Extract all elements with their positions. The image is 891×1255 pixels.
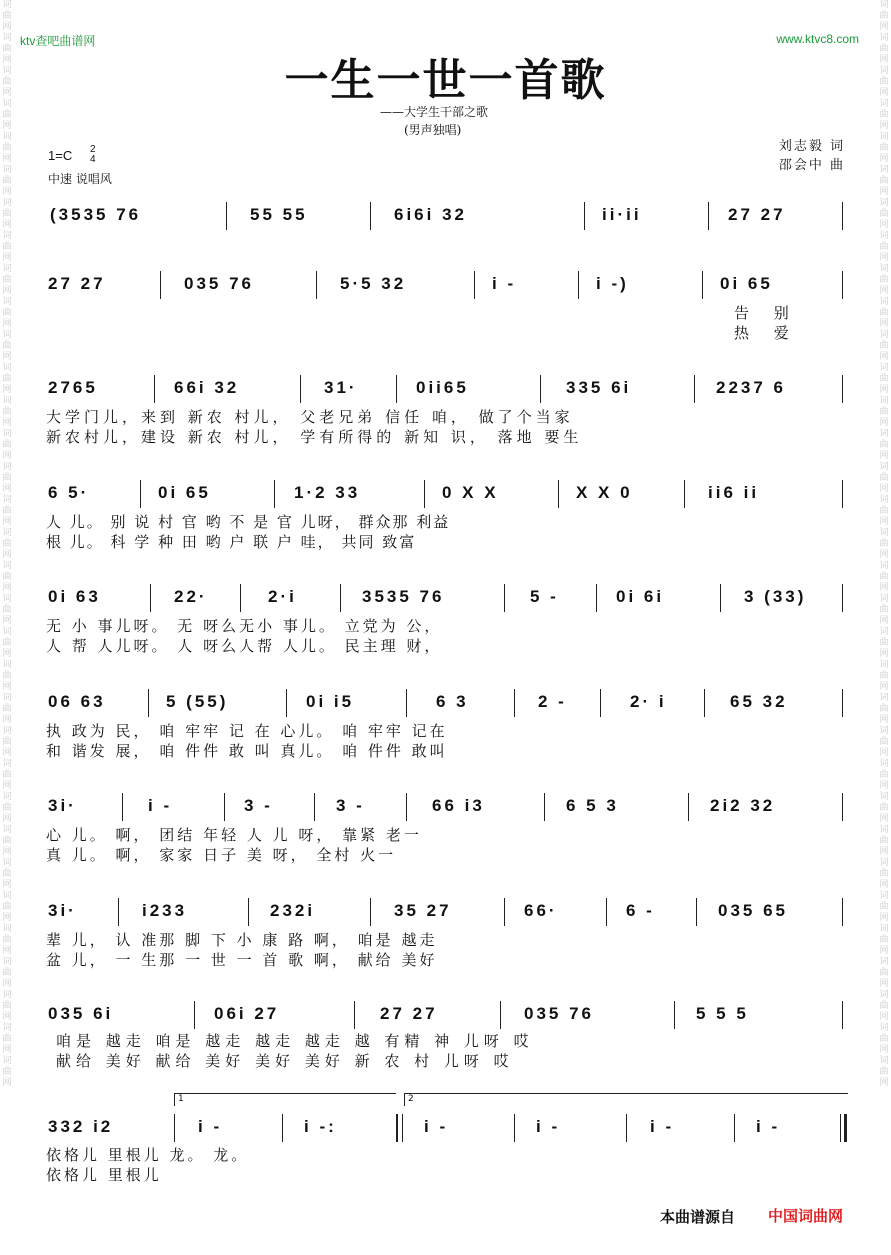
barline bbox=[842, 271, 843, 299]
score-row-2 bbox=[44, 267, 844, 301]
volta-1: 1 bbox=[174, 1093, 396, 1106]
measure: 27 27 bbox=[728, 205, 786, 224]
barline bbox=[600, 689, 601, 717]
repeat-barline bbox=[396, 1114, 398, 1142]
measure: i - bbox=[148, 796, 173, 815]
song-title: 一生一世一首歌 bbox=[284, 55, 607, 106]
measure: 232i bbox=[270, 901, 316, 920]
barline bbox=[316, 271, 317, 299]
measure: i -: bbox=[304, 1117, 337, 1136]
measure: 2 - bbox=[538, 692, 567, 711]
measure: 27 27 bbox=[380, 1004, 438, 1023]
time-top: 2 bbox=[90, 144, 96, 155]
barline bbox=[514, 689, 515, 717]
measure: i -) bbox=[596, 274, 629, 293]
barline bbox=[584, 202, 585, 230]
measure: 65 32 bbox=[730, 692, 788, 711]
barline bbox=[194, 1001, 195, 1029]
measure: 335 6i bbox=[566, 378, 632, 397]
barline bbox=[424, 480, 425, 508]
barline bbox=[558, 480, 559, 508]
barline bbox=[696, 898, 697, 926]
lyric-line: 心 儿。 啊， 团结 年轻 人 儿 呀， 靠紧 老一 bbox=[46, 826, 422, 844]
barline bbox=[694, 375, 695, 403]
volta-2: 2 bbox=[404, 1093, 848, 1106]
barline bbox=[688, 793, 689, 821]
key-signature: 1=C bbox=[48, 148, 73, 163]
measure: 2· i bbox=[630, 692, 667, 711]
barline bbox=[514, 1114, 515, 1142]
measure: 6 3 bbox=[436, 692, 469, 711]
measure: 55 55 bbox=[250, 205, 308, 224]
score-row-10 bbox=[44, 1110, 844, 1144]
measure: 035 76 bbox=[184, 274, 254, 293]
measure: 035 6i bbox=[48, 1004, 114, 1023]
lyric-line: 真 儿。 啊， 家家 日子 美 呀， 全村 火一 bbox=[46, 846, 397, 864]
score-row-9 bbox=[44, 997, 844, 1031]
barline bbox=[286, 689, 287, 717]
time-signature bbox=[90, 145, 96, 165]
time-bottom: 4 bbox=[90, 154, 96, 165]
score-row-4 bbox=[44, 476, 844, 510]
measure: 6 - bbox=[626, 901, 655, 920]
lyric-line: 和 谐发 展， 咱 件件 敢 叫 真儿。 咱 件件 敢叫 bbox=[46, 742, 448, 760]
lyric-line: 咱是 越走 咱是 越走 越走 越走 越 有精 神 儿呀 哎 bbox=[56, 1032, 534, 1050]
barline bbox=[150, 584, 151, 612]
barline bbox=[626, 1114, 627, 1142]
measure: 66i 32 bbox=[174, 378, 240, 397]
score-row-8 bbox=[44, 894, 844, 928]
barline bbox=[578, 271, 579, 299]
barline bbox=[148, 689, 149, 717]
barline bbox=[370, 202, 371, 230]
barline bbox=[842, 898, 843, 926]
measure: 6i6i 32 bbox=[394, 205, 467, 224]
site-url-right: www.ktvc8.com bbox=[776, 32, 859, 46]
measure: 0i 63 bbox=[48, 587, 101, 606]
barline bbox=[842, 375, 843, 403]
barline bbox=[174, 1114, 175, 1142]
barline bbox=[122, 793, 123, 821]
measure: 0ii65 bbox=[416, 378, 469, 397]
measure: 1·2 33 bbox=[294, 483, 361, 502]
measure: 35 27 bbox=[394, 901, 452, 920]
barline bbox=[396, 375, 397, 403]
measure: 0 X X bbox=[442, 483, 499, 502]
barline bbox=[842, 584, 843, 612]
score-row-5 bbox=[44, 580, 844, 614]
measure: 332 i2 bbox=[48, 1117, 114, 1136]
final-barline bbox=[840, 1114, 841, 1142]
repeat-barline bbox=[402, 1114, 403, 1142]
song-subtitle: ——大学生干部之歌 bbox=[380, 105, 489, 119]
barline bbox=[274, 480, 275, 508]
barline bbox=[504, 584, 505, 612]
measure: 0i i5 bbox=[306, 692, 355, 711]
barline bbox=[474, 271, 475, 299]
barline bbox=[540, 375, 541, 403]
barline bbox=[406, 793, 407, 821]
barline bbox=[674, 1001, 675, 1029]
barline bbox=[842, 689, 843, 717]
measure: 66· bbox=[524, 901, 558, 920]
measure: 5 - bbox=[530, 587, 559, 606]
tempo-marking: 中速 说唱风 bbox=[48, 172, 112, 186]
measure: i - bbox=[650, 1117, 675, 1136]
measure: 0i 65 bbox=[720, 274, 773, 293]
lyric-line: 无 小 事儿呀。 无 呀么无小 事儿。 立党为 公， bbox=[46, 617, 443, 635]
barline bbox=[160, 271, 161, 299]
measure: 5·5 32 bbox=[340, 274, 407, 293]
barline bbox=[370, 898, 371, 926]
barline bbox=[154, 375, 155, 403]
measure: 2i2 32 bbox=[710, 796, 776, 815]
barline bbox=[248, 898, 249, 926]
measure: i233 bbox=[142, 901, 188, 920]
barline bbox=[720, 584, 721, 612]
barline bbox=[282, 1114, 283, 1142]
measure: i - bbox=[536, 1117, 561, 1136]
source-label: 本曲谱源自 bbox=[660, 1208, 736, 1226]
barline bbox=[314, 793, 315, 821]
barline bbox=[240, 584, 241, 612]
measure: i - bbox=[492, 274, 517, 293]
barline bbox=[406, 689, 407, 717]
barline bbox=[842, 480, 843, 508]
score-row-6 bbox=[44, 685, 844, 719]
final-barline bbox=[844, 1114, 847, 1142]
lyric-line: 根 儿。 科 学 种 田 哟 户 联 户 哇， 共同 致富 bbox=[46, 533, 417, 551]
measure: 06i 27 bbox=[214, 1004, 280, 1023]
voice-type: (男声独唱) bbox=[404, 123, 462, 137]
measure: 3535 76 bbox=[362, 587, 445, 606]
measure: 3 (33) bbox=[744, 587, 807, 606]
barline bbox=[842, 793, 843, 821]
lyric-line: 盆 儿， 一 生那 一 世 一 首 歌 啊， 献给 美好 bbox=[46, 951, 438, 969]
measure: 06 63 bbox=[48, 692, 106, 711]
measure: 0i 65 bbox=[158, 483, 211, 502]
measure: ii·ii bbox=[602, 205, 642, 224]
composer-credit: 邵会中 曲 bbox=[778, 158, 845, 173]
source-site-link[interactable]: 中国词曲网 bbox=[768, 1207, 844, 1225]
lyric-line: 热 爱 bbox=[734, 324, 799, 342]
barline bbox=[606, 898, 607, 926]
measure: 3i· bbox=[48, 796, 77, 815]
barline bbox=[704, 689, 705, 717]
lyric-line: 依格儿 里根儿 bbox=[46, 1166, 162, 1184]
measure: i - bbox=[756, 1117, 781, 1136]
barline bbox=[734, 1114, 735, 1142]
barline bbox=[140, 480, 141, 508]
lyric-line: 依格儿 里根儿 龙。 龙。 bbox=[46, 1146, 250, 1164]
measure: 035 65 bbox=[718, 901, 788, 920]
measure: 3 - bbox=[336, 796, 365, 815]
barline bbox=[596, 584, 597, 612]
measure: 2·i bbox=[268, 587, 297, 606]
measure: 6 5 3 bbox=[566, 796, 619, 815]
lyric-line: 大学门儿，来到 新农 村儿， 父老兄弟 信任 咱， 做了个当家 bbox=[46, 408, 574, 426]
measure: 31· bbox=[324, 378, 358, 397]
measure: 2237 6 bbox=[716, 378, 786, 397]
measure: 2765 bbox=[48, 378, 98, 397]
measure: i - bbox=[198, 1117, 223, 1136]
measure: 22· bbox=[174, 587, 208, 606]
lyric-line: 告 别 bbox=[734, 304, 799, 322]
score-row-1 bbox=[44, 198, 844, 232]
measure: 27 27 bbox=[48, 274, 106, 293]
barline bbox=[224, 793, 225, 821]
barline bbox=[226, 202, 227, 230]
site-label-left: ktv查吧曲谱网 bbox=[20, 34, 96, 48]
barline bbox=[708, 202, 709, 230]
barline bbox=[684, 480, 685, 508]
watermark-strip-left: 词曲网词曲网词曲网词曲网词曲网词曲网词曲网词曲网词曲网词曲网词曲网词曲网词曲网词曲网词曲网词曲网词曲网词曲网词曲网词曲网词曲网词曲网词曲网词曲网词曲网词曲网词曲网词曲网词曲网词曲网词曲网词曲网词曲网 bbox=[2, 0, 12, 1088]
measure: 0i 6i bbox=[616, 587, 665, 606]
measure: X X 0 bbox=[576, 483, 633, 502]
measure: 3 - bbox=[244, 796, 273, 815]
lyric-line: 人 儿。 别 说 村 官 哟 不 是 官 儿呀， 群众那 利益 bbox=[46, 513, 451, 531]
barline bbox=[544, 793, 545, 821]
score-row-3 bbox=[44, 371, 844, 405]
barline bbox=[118, 898, 119, 926]
barline bbox=[504, 898, 505, 926]
lyric-line: 辈 儿， 认 准那 脚 下 小 康 路 啊， 咱是 越走 bbox=[46, 931, 438, 949]
barline bbox=[842, 202, 843, 230]
barline bbox=[702, 271, 703, 299]
measure: (3535 76 bbox=[50, 205, 142, 224]
lyricist-credit: 刘志毅 词 bbox=[778, 139, 845, 154]
measure: 6 5· bbox=[48, 483, 90, 502]
barline bbox=[340, 584, 341, 612]
lyric-line: 新农村儿，建设 新农 村儿， 学有所得的 新知 识， 落地 要生 bbox=[46, 428, 583, 446]
barline bbox=[842, 1001, 843, 1029]
measure: ii6 ii bbox=[708, 483, 760, 502]
watermark-strip-right: 词曲网词曲网词曲网词曲网词曲网词曲网词曲网词曲网词曲网词曲网词曲网词曲网词曲网词曲网词曲网词曲网词曲网词曲网词曲网词曲网词曲网词曲网词曲网词曲网词曲网词曲网词曲网词曲网词曲网词曲网词曲网词曲网词曲网 bbox=[879, 0, 889, 1088]
score-row-7 bbox=[44, 789, 844, 823]
lyric-line: 献给 美好 献给 美好 美好 美好 新 农 村 儿呀 哎 bbox=[56, 1052, 514, 1070]
barline bbox=[500, 1001, 501, 1029]
measure: 3i· bbox=[48, 901, 77, 920]
measure: 5 5 5 bbox=[696, 1004, 749, 1023]
lyric-line: 执 政为 民， 咱 牢牢 记 在 心儿。 咱 牢牢 记在 bbox=[46, 722, 448, 740]
measure: 5 (55) bbox=[166, 692, 229, 711]
lyric-line: 人 帮 人儿呀。 人 呀么人帮 人儿。 民主理 财， bbox=[46, 637, 443, 655]
barline bbox=[300, 375, 301, 403]
measure: i - bbox=[424, 1117, 449, 1136]
measure: 035 76 bbox=[524, 1004, 594, 1023]
measure: 66 i3 bbox=[432, 796, 485, 815]
barline bbox=[354, 1001, 355, 1029]
